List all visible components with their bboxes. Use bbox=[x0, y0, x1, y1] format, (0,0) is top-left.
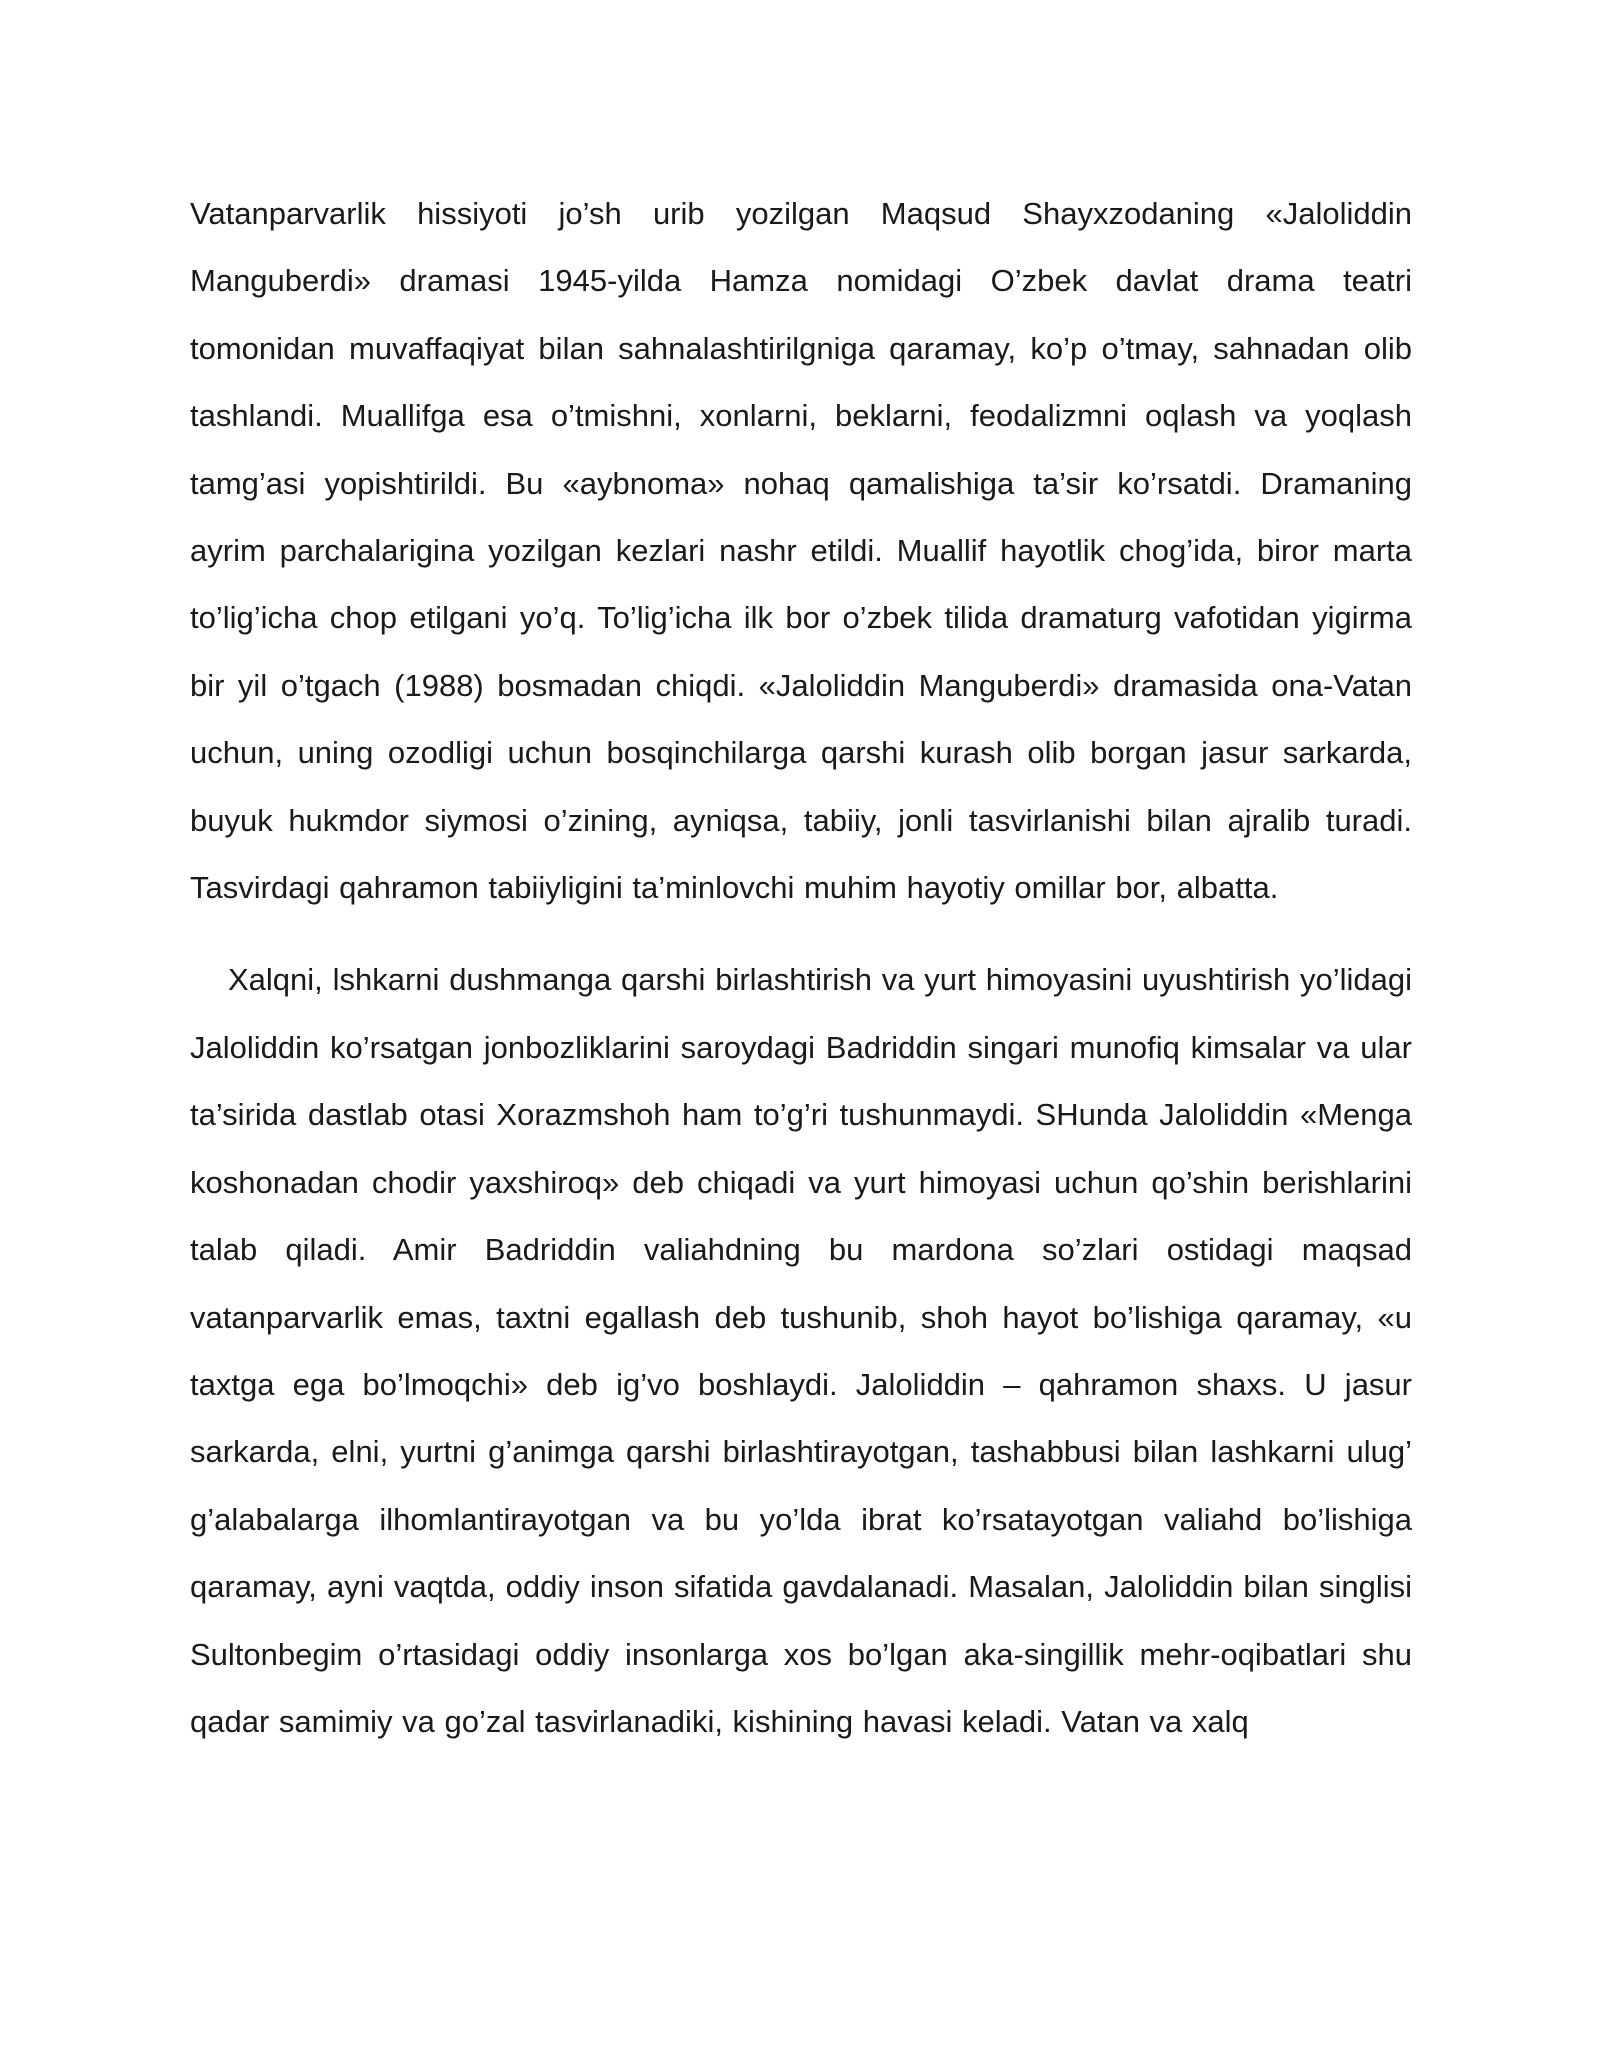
paragraph-1: Vatanparvarlik hissiyoti jo’sh urib yozilgan Maqsud Shayxzodaning «Jaloliddin Manguberdi» dramasi 1945-yilda Hamza nomidagi O’zbek davlat drama teatri tomonidan muvaffaqiyat bilan sahnalashtirilgniga qaramay, ko’p o’tmay, sahnadan olib tashlandi. Muallifga esa o’tmishni, xonlarni, beklarni, feodalizmni oqlash va yoqlash tamg’asi yopishtirildi. Bu «aybnoma» nohaq qamalishiga ta’sir ko’rsatdi. Dramaning ayrim parchalarigina yozilgan kezlari nashr etildi. Muallif hayotlik chog’ida, biror marta to’lig’icha chop etilgani yo’q. To’lig’icha ilk bor o’zbek tilida dramaturg vafotidan yigirma bir yil o’tgach (1988) bosmadan chiqdi. «Jaloliddin Manguberdi» dramasida ona-Vatan uchun, uning ozodligi uchun bosqinchilarga qarshi kurash olib borgan jasur sarkarda, buyuk hukmdor siymosi o’zining, ayniqsa, tabiiy, jonli tasvirlanishi bilan ajralib turadi. Tasvirdagi qahramon tabiiyligini ta’minlovchi muhim hayotiy omillar bor, albatta. bbox=[190, 196, 1412, 906]
paragraph-2: Xalqni, lshkarni dushmanga qarshi birlashtirish va yurt himoyasini uyushtirish yo’lidagi Jaloliddin ko’rsatgan jonbozliklarini saroydagi Badriddin singari munofiq kimsalar va ular ta’sirida dastlab otasi Xorazmshoh ham to’g’ri tushunmaydi. SHunda Jaloliddin «Menga koshonadan chodir yaxshiroq» deb chiqadi va yurt himoyasi uchun qo’shin berishlarini talab qiladi. Amir Badriddin valiahdning bu mardona so’zlari ostidagi maqsad vatanparvarlik emas, taxtni egallash deb tushunib, shoh hayot bo’lishiga qaramay, «u taxtga ega bo’lmoqchi» deb ig’vo boshlaydi. Jaloliddin – qahramon shaxs. U jasur sarkarda, elni, yurtni g’animga qarshi birlashtirayotgan, tashabbusi bilan lashkarni ulug’ g’alabalarga ilhomlantirayotgan va bu yo’lda ibrat ko’rsatayotgan valiahd bo’lishiga qaramay, ayni vaqtda, oddiy inson sifatida gavdalanadi. Masalan, Jaloliddin bilan singlisi Sultonbegim o’rtasidagi oddiy insonlarga xos bo’lgan aka-singillik mehr-oqibatlari shu qadar samimiy va go’zal tasvirlanadiki, kishining havasi keladi. Vatan va xalq bbox=[190, 962, 1412, 1739]
document-body bbox=[190, 180, 1412, 1755]
